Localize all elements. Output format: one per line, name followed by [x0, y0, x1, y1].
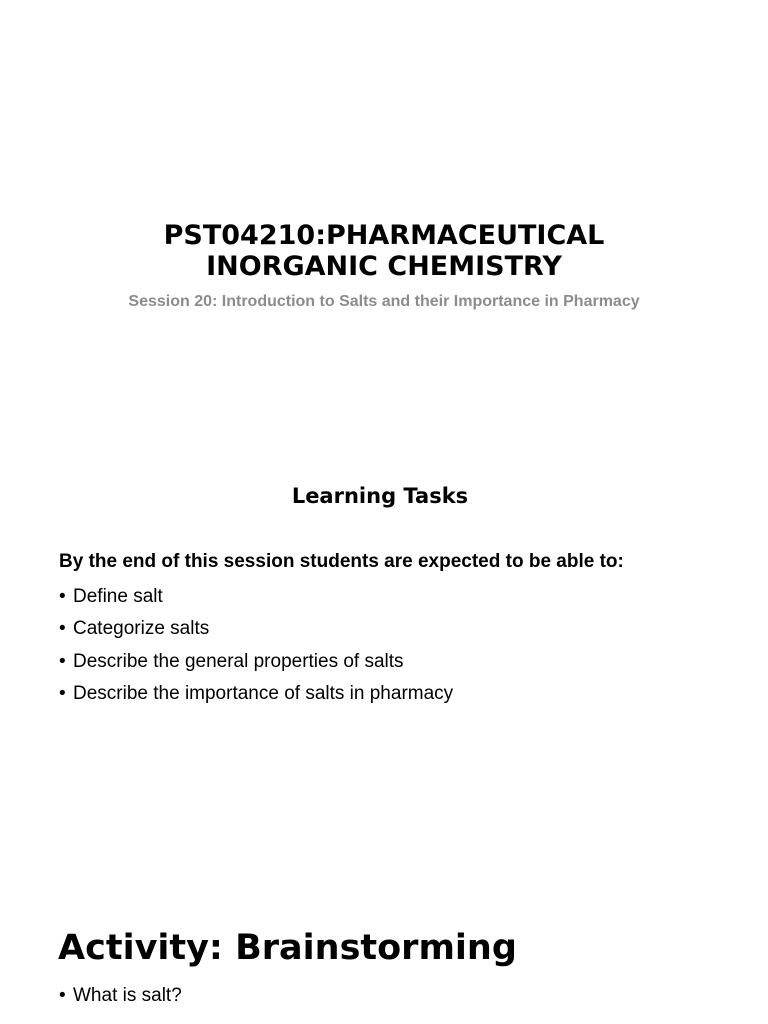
- list-item-text: Categorize salts: [73, 618, 210, 640]
- list-item: [59, 646, 453, 678]
- bullet: •: [59, 683, 66, 705]
- list-item: [59, 980, 182, 1012]
- list-item-text: Describe the importance of salts in pharmacy: [73, 683, 454, 705]
- list-item-text: Describe the general properties of salts: [73, 650, 404, 672]
- course-title: [0, 220, 768, 282]
- list-item: [59, 581, 453, 613]
- session-subtitle: Session 20: Introduction to Salts and their Importance in Pharmacy: [128, 293, 640, 310]
- bullet: •: [59, 985, 66, 1006]
- bullet: •: [59, 618, 66, 640]
- activity-heading: Activity: Brainstorming: [58, 928, 517, 968]
- list-item-text: What is salt?: [73, 985, 182, 1006]
- learning-tasks-heading: Learning Tasks: [291, 484, 469, 508]
- course-title-line-2: INORGANIC CHEMISTRY: [206, 251, 562, 282]
- list-item: [59, 678, 453, 710]
- learning-tasks-list: [59, 581, 453, 711]
- list-item-text: Define salt: [73, 586, 163, 607]
- activity-list: [59, 980, 182, 1012]
- bullet: •: [59, 586, 66, 607]
- course-title-line-1: PST04210:PHARMACEUTICAL: [163, 220, 605, 251]
- list-item: [59, 613, 453, 645]
- bullet: •: [59, 650, 66, 672]
- learning-tasks-intro: By the end of this session students are expected to be able to:: [59, 551, 624, 572]
